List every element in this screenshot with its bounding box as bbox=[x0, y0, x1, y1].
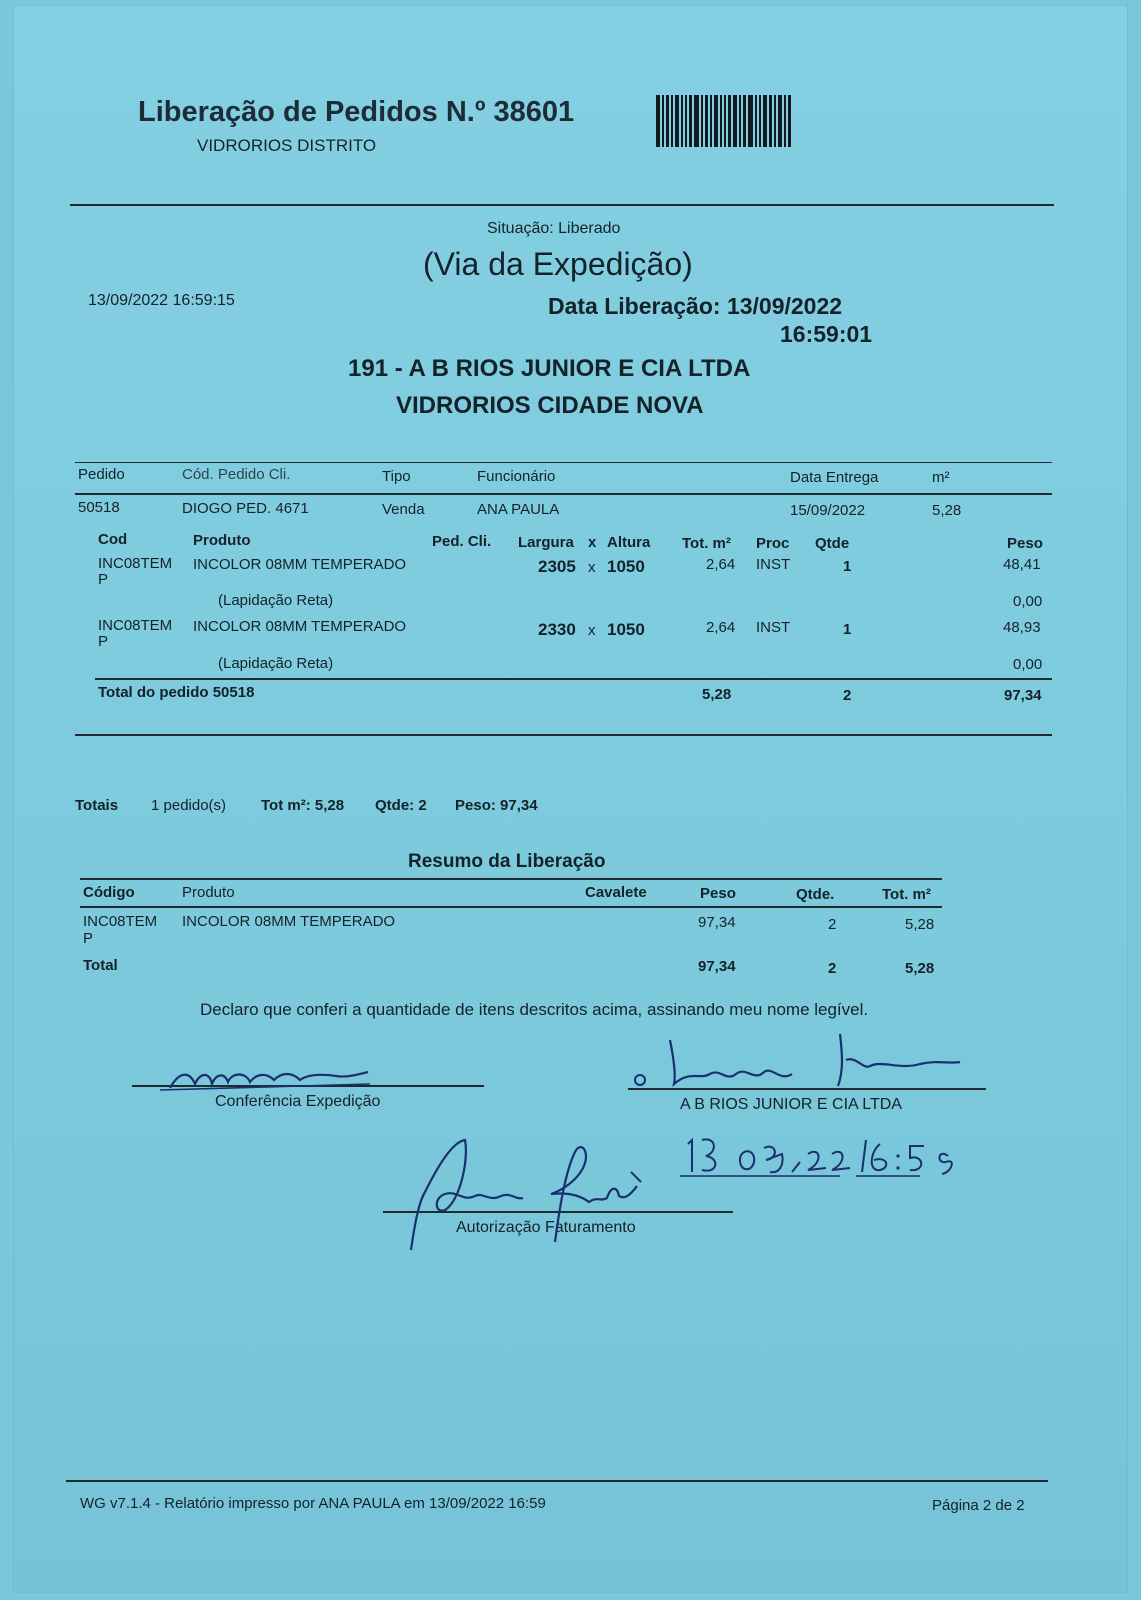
barcode-bar bbox=[705, 95, 708, 147]
item-1-x: x bbox=[588, 559, 596, 576]
barcode-bar bbox=[739, 95, 741, 147]
client-store: VIDRORIOS CIDADE NOVA bbox=[396, 392, 704, 419]
autorizacao-label: Autorização Faturamento bbox=[456, 1219, 636, 1236]
resumo-header-rule bbox=[80, 906, 942, 908]
resumo-row-produto: INCOLOR 08MM TEMPERADO bbox=[182, 913, 396, 930]
item-2-produto: INCOLOR 08MM TEMPERADO bbox=[193, 618, 407, 635]
barcode-bar bbox=[662, 95, 664, 147]
col-cod-pedido-cli-label: Cód. Pedido Cli. bbox=[182, 466, 291, 483]
items-col-ped-cli: Ped. Cli. bbox=[432, 533, 492, 550]
item-1-tot-m2: 2,64 bbox=[706, 556, 736, 573]
order-table-top-rule bbox=[75, 462, 1052, 463]
resumo-title: Resumo da Liberação bbox=[408, 851, 606, 872]
release-time: 16:59:01 bbox=[780, 321, 873, 347]
resumo-col-qtde: Qtde. bbox=[796, 886, 835, 903]
item-1-cod: INC08TEM bbox=[98, 555, 173, 572]
header-divider bbox=[70, 204, 1054, 206]
client-name: 191 - A B RIOS JUNIOR E CIA LTDA bbox=[348, 355, 751, 382]
item-1-sub-peso: 0,00 bbox=[1013, 593, 1043, 610]
barcode-bar bbox=[759, 95, 761, 147]
resumo-total-peso: 97,34 bbox=[698, 958, 736, 975]
item-1-sub-desc: (Lapidação Reta) bbox=[218, 592, 334, 609]
items-col-qtde: Qtde bbox=[815, 535, 850, 552]
barcode-bar bbox=[743, 95, 746, 147]
barcode-bar bbox=[724, 95, 726, 147]
resumo-row-codigo-cont: P bbox=[83, 930, 94, 947]
col-pedido-label: Pedido bbox=[78, 466, 125, 483]
items-col-tot-m2: Tot. m² bbox=[682, 535, 731, 552]
copy-type: (Via da Expedição) bbox=[423, 246, 693, 282]
company-name: VIDRORIOS DISTRITO bbox=[197, 136, 377, 155]
client-signature-label: A B RIOS JUNIOR E CIA LTDA bbox=[680, 1096, 902, 1113]
item-2-x: x bbox=[588, 622, 596, 639]
order-total-label: Total do pedido 50518 bbox=[98, 684, 255, 701]
col-m2-label: m² bbox=[932, 469, 950, 486]
order-section-bottom-rule bbox=[75, 734, 1052, 736]
barcode-bar bbox=[778, 95, 782, 147]
item-1-peso: 48,41 bbox=[1003, 556, 1041, 573]
order-funcionario: ANA PAULA bbox=[477, 501, 560, 518]
barcode-bar bbox=[748, 95, 753, 147]
status-text: Situação: Liberado bbox=[487, 220, 621, 237]
order-total-rule bbox=[95, 678, 1052, 680]
order-pedido: 50518 bbox=[78, 499, 120, 516]
barcode-bar bbox=[774, 95, 776, 147]
item-2-sub-peso: 0,00 bbox=[1013, 656, 1043, 673]
barcode-bar bbox=[666, 95, 669, 147]
barcode-bar bbox=[671, 95, 673, 147]
items-col-altura: Altura bbox=[607, 534, 651, 551]
items-col-produto: Produto bbox=[193, 532, 251, 549]
item-1-altura: 1050 bbox=[607, 557, 645, 576]
order-tipo: Venda bbox=[382, 501, 425, 518]
item-1-qtde: 1 bbox=[843, 558, 852, 575]
release-date: Data Liberação: 13/09/2022 bbox=[548, 293, 843, 319]
resumo-col-peso: Peso bbox=[700, 885, 736, 902]
resumo-row-tot-m2: 5,28 bbox=[905, 916, 935, 933]
order-cod-pedido-cli: DIOGO PED. 4671 bbox=[182, 500, 309, 517]
resumo-top-rule bbox=[80, 878, 942, 880]
item-2-sub-desc: (Lapidação Reta) bbox=[218, 655, 334, 672]
item-2-qtde: 1 bbox=[843, 621, 852, 638]
barcode-bar bbox=[720, 95, 722, 147]
items-col-x: x bbox=[588, 534, 597, 551]
order-m2: 5,28 bbox=[932, 502, 962, 519]
barcode-bar bbox=[763, 95, 767, 147]
document-title: Liberação de Pedidos N.º 38601 bbox=[138, 96, 575, 128]
print-timestamp: 13/09/2022 16:59:15 bbox=[88, 292, 235, 309]
barcode-bar bbox=[728, 95, 731, 147]
barcode-bar bbox=[733, 95, 737, 147]
footer-page-number: Página 2 de 2 bbox=[932, 1497, 1025, 1514]
barcode-bar bbox=[694, 95, 699, 147]
barcode-bar bbox=[689, 95, 692, 147]
order-total-qtde: 2 bbox=[843, 687, 852, 704]
item-2-largura: 2330 bbox=[538, 620, 576, 639]
resumo-row-codigo: INC08TEM bbox=[83, 913, 158, 930]
barcode-bar bbox=[769, 95, 772, 147]
order-total-peso: 97,34 bbox=[1004, 687, 1042, 704]
barcode-bar bbox=[675, 95, 679, 147]
col-tipo-label: Tipo bbox=[382, 468, 411, 485]
item-1-produto: INCOLOR 08MM TEMPERADO bbox=[193, 556, 407, 573]
totais-qtde: Qtde: 2 bbox=[375, 797, 427, 814]
items-col-proc: Proc bbox=[756, 535, 790, 552]
item-1-largura: 2305 bbox=[538, 557, 576, 576]
barcode-bar bbox=[788, 95, 791, 147]
barcode-bar bbox=[685, 95, 687, 147]
conferencia-label: Conferência Expedição bbox=[215, 1093, 381, 1110]
footer-rule bbox=[66, 1480, 1048, 1482]
item-2-proc: INST bbox=[756, 619, 791, 636]
barcode-bar bbox=[755, 95, 757, 147]
totais-pedidos: 1 pedido(s) bbox=[151, 797, 227, 814]
item-2-tot-m2: 2,64 bbox=[706, 619, 736, 636]
handwritten-datetime bbox=[680, 1128, 980, 1178]
col-data-entrega-label: Data Entrega bbox=[790, 469, 879, 486]
resumo-row-qtde: 2 bbox=[828, 916, 837, 933]
autorizacao-handwritten-signature bbox=[405, 1132, 645, 1262]
totais-label: Totais bbox=[75, 797, 119, 814]
order-table-header-rule bbox=[75, 493, 1052, 495]
conferencia-handwritten-signature bbox=[150, 1050, 380, 1100]
col-funcionario-label: Funcionário bbox=[477, 468, 556, 485]
barcode-bar bbox=[701, 95, 703, 147]
resumo-col-codigo: Código bbox=[83, 884, 135, 901]
items-col-largura: Largura bbox=[518, 534, 574, 551]
totais-peso: Peso: 97,34 bbox=[455, 797, 538, 814]
item-1-proc: INST bbox=[756, 556, 791, 573]
barcode bbox=[656, 95, 828, 147]
client-handwritten-signature bbox=[630, 1030, 980, 1096]
resumo-row-peso: 97,34 bbox=[698, 914, 736, 931]
barcode-bar bbox=[714, 95, 718, 147]
barcode-bar bbox=[656, 95, 660, 147]
item-2-peso: 48,93 bbox=[1003, 619, 1041, 636]
barcode-bar bbox=[784, 95, 786, 147]
barcode-bar bbox=[710, 95, 712, 147]
items-col-peso: Peso bbox=[1007, 535, 1043, 552]
order-total-m2: 5,28 bbox=[702, 686, 732, 703]
items-col-cod: Cod bbox=[98, 531, 128, 548]
item-2-altura: 1050 bbox=[607, 620, 645, 639]
footer-print-info: WG v7.1.4 - Relatório impresso por ANA PAULA em 13/09/2022 16:59 bbox=[80, 1495, 546, 1512]
resumo-total-label: Total bbox=[83, 957, 118, 974]
resumo-total-qtde: 2 bbox=[828, 960, 837, 977]
totais-tot-m2: Tot m²: 5,28 bbox=[261, 797, 345, 814]
resumo-total-tot-m2: 5,28 bbox=[905, 960, 935, 977]
item-2-cod-cont: P bbox=[98, 633, 109, 650]
barcode-bar bbox=[681, 95, 683, 147]
resumo-col-cavalete: Cavalete bbox=[585, 884, 647, 901]
resumo-col-tot-m2: Tot. m² bbox=[882, 886, 931, 903]
resumo-col-produto: Produto bbox=[182, 884, 235, 901]
item-2-cod: INC08TEM bbox=[98, 617, 173, 634]
declaration-text: Declaro que conferi a quantidade de itens descritos acima, assinando meu nome legível. bbox=[200, 1000, 869, 1019]
order-data-entrega: 15/09/2022 bbox=[790, 502, 866, 519]
item-1-cod-cont: P bbox=[98, 571, 109, 588]
